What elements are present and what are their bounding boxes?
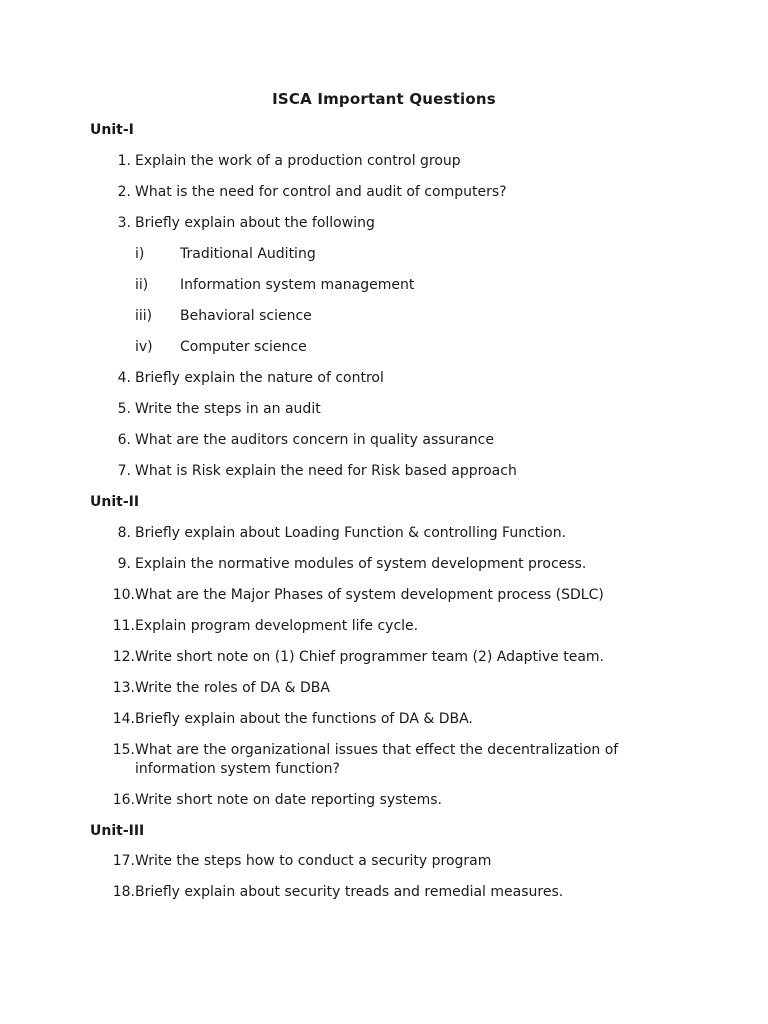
question-number: 13. — [112, 680, 135, 696]
question-text: What are the organizational issues that effect the decentralization of information system function? — [135, 742, 619, 777]
sub-item-text: Behavioral science — [180, 308, 312, 324]
question-number: 1. — [117, 153, 131, 169]
question-number: 15. — [112, 742, 135, 758]
sub-item-number: ii) — [135, 277, 149, 293]
question-number: 7. — [117, 463, 131, 479]
question-text: Briefly explain about security treads and remedial measures. — [135, 884, 564, 900]
sub-item-number: iii) — [135, 308, 153, 324]
question-number: 5. — [117, 401, 131, 417]
sub-item-number: i) — [135, 246, 145, 262]
question-text: Explain the work of a production control group — [135, 153, 461, 169]
question-text: Write the steps in an audit — [135, 401, 321, 417]
question-number: 10. — [112, 587, 135, 603]
question-number: 12. — [112, 649, 135, 665]
question-text: Write short note on date reporting systems. — [135, 792, 442, 808]
question-text: Briefly explain the nature of control — [135, 370, 384, 386]
question-text: Explain program development life cycle. — [135, 618, 419, 634]
question-text: What are the auditors concern in quality assurance — [135, 432, 494, 448]
question-number: 16. — [112, 792, 135, 808]
question-number: 14. — [112, 711, 135, 727]
question-text: Briefly explain about the following — [135, 215, 375, 231]
question-text: Write the roles of DA & DBA — [135, 680, 330, 696]
sub-item-text: Information system management — [180, 277, 415, 293]
question-text: Write short note on (1) Chief programmer team (2) Adaptive team. — [135, 649, 604, 665]
question-text: Write the steps how to conduct a security program — [135, 853, 492, 869]
question-number: 9. — [117, 556, 131, 572]
sub-item-text: Traditional Auditing — [180, 246, 316, 262]
unit-heading: Unit-II — [90, 494, 140, 510]
question-text: Briefly explain about the functions of DA & DBA. — [135, 711, 473, 727]
question-number: 3. — [117, 215, 131, 231]
page-title: ISCA Important Questions — [272, 90, 496, 108]
question-number: 8. — [117, 525, 131, 541]
question-text: What is Risk explain the need for Risk based approach — [135, 463, 517, 479]
question-text: What is the need for control and audit of computers? — [135, 184, 507, 200]
question-number: 4. — [117, 370, 131, 386]
question-number: 2. — [117, 184, 131, 200]
question-number: 11. — [112, 618, 135, 634]
unit-heading: Unit-I — [90, 122, 134, 138]
sub-item-number: iv) — [135, 339, 153, 355]
question-text: Explain the normative modules of system development process. — [135, 556, 587, 572]
question-number: 17. — [112, 853, 135, 869]
question-text: Briefly explain about Loading Function & controlling Function. — [135, 525, 567, 541]
question-number: 18. — [112, 884, 135, 900]
question-text: What are the Major Phases of system development process (SDLC) — [135, 587, 604, 603]
sub-item-text: Computer science — [180, 339, 307, 355]
question-number: 6. — [117, 432, 131, 448]
unit-heading: Unit-III — [90, 823, 145, 839]
